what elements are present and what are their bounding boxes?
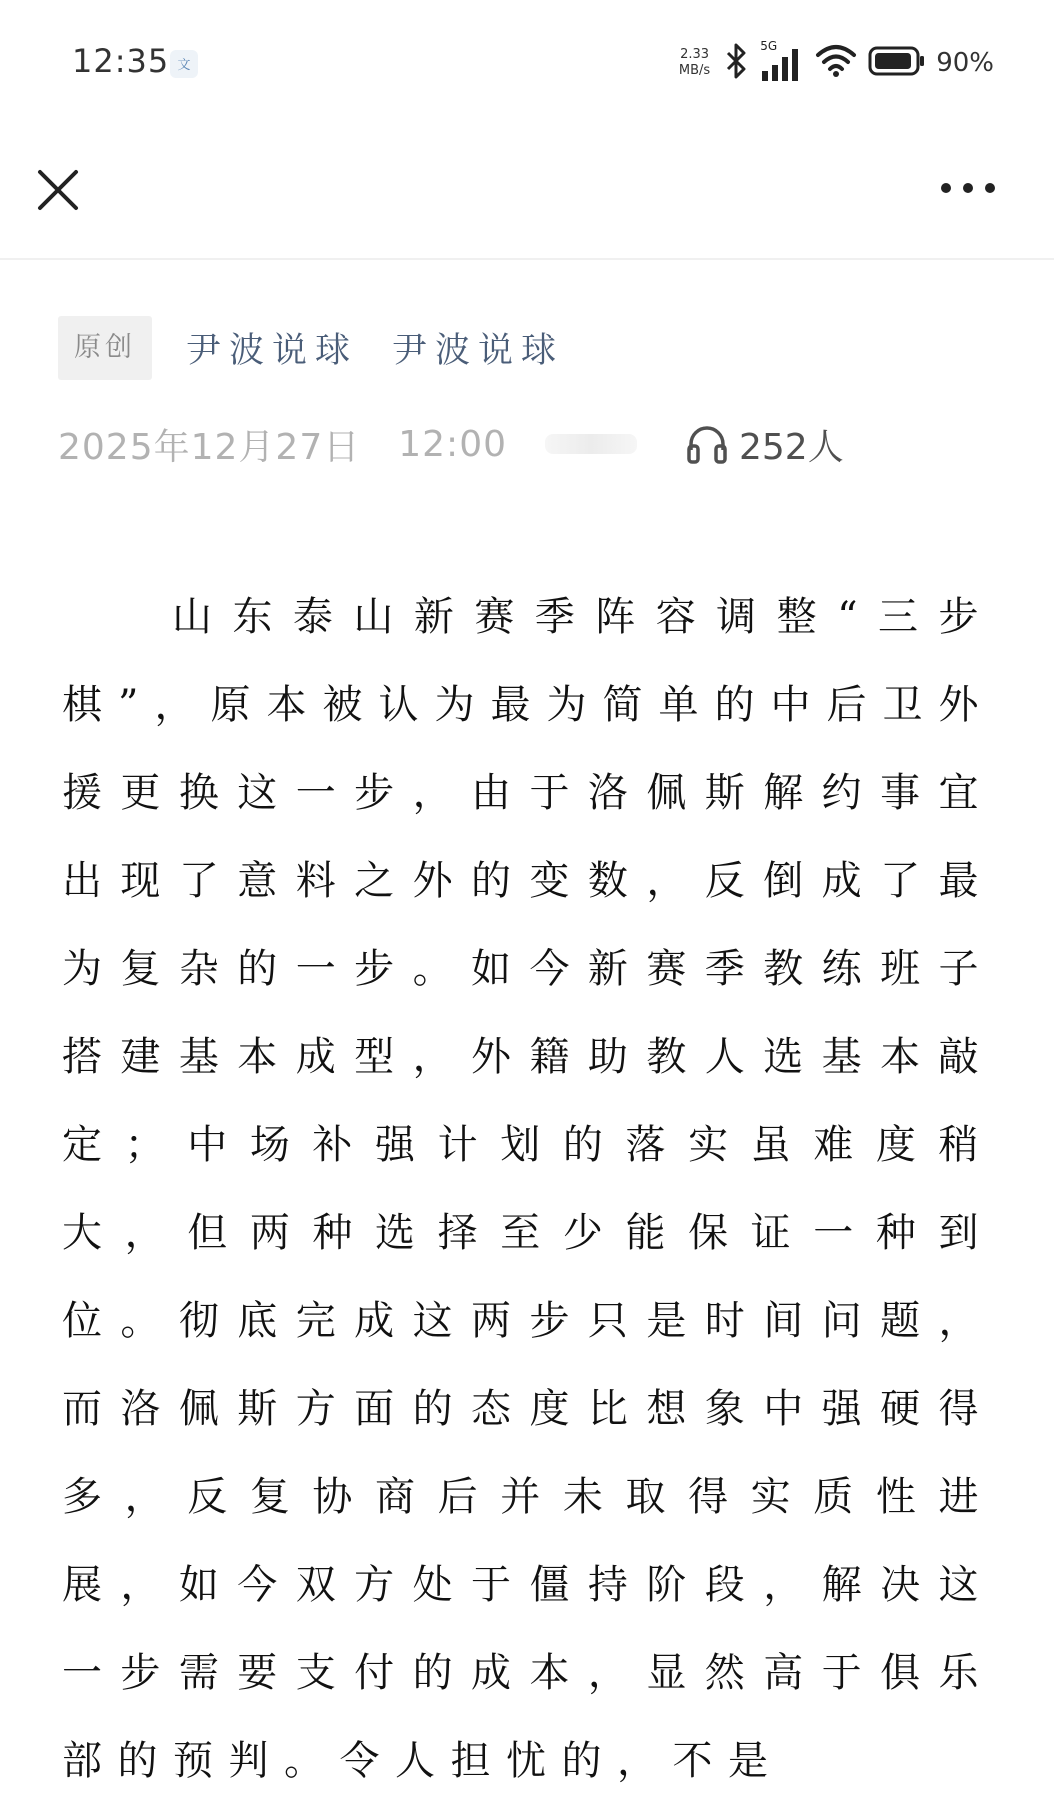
more-options-button[interactable] (936, 168, 1000, 208)
publish-time: 12:00 (398, 423, 507, 465)
article-body: 山东泰山新赛季阵容调整“三步棋”，原本被认为最为简单的中后卫外援更换这一步，由于洛佩斯解约事宜出现了意料之外的变数，反倒成了最为复杂的一步。如今新赛季教练班子搭建基本成型，外籍助教人选基本敲定；中场补强计划的落实虽难度稍大，但两种选择至少能保证一种到位。彻底完成这两步只是时间问题，而洛佩斯方面的态度比想象中强硬得多，反复协商后并未取得实质性进展，如今双方处于僵持阶段，解决这一步需要支付的成本，显然高于俱乐部的预判。令人担忧的，不是 (62, 594, 994, 1784)
publish-info (58, 414, 844, 474)
close-icon (30, 162, 86, 218)
headphones-icon (685, 422, 729, 466)
battery-icon (868, 44, 926, 82)
listen-count[interactable] (685, 419, 844, 470)
nav-bar (0, 120, 1054, 260)
blurred-location (545, 434, 637, 454)
wifi-icon (814, 43, 858, 83)
close-button[interactable] (30, 162, 86, 218)
status-icons (679, 38, 994, 88)
original-tag: 原创 (58, 316, 152, 380)
more-icon (936, 168, 1000, 208)
author-name[interactable]: 尹波说球 (186, 331, 359, 371)
bluetooth-icon (724, 43, 748, 83)
listeners-count: 252人 (739, 426, 844, 468)
status-bar (0, 0, 1054, 120)
status-time: 12:35 (72, 42, 170, 80)
network-speed-unit: MB/s (678, 63, 711, 78)
account-name[interactable]: 尹波说球 (392, 331, 565, 371)
network-type: 5G (760, 39, 778, 53)
svg-text:文: 文 (177, 58, 191, 73)
network-speed-value: 2.33 (680, 47, 710, 62)
signal-icon (758, 39, 804, 83)
article-meta (58, 316, 598, 380)
battery-percent: 90% (936, 48, 994, 78)
network-speed (679, 47, 710, 79)
app-notification-icon (170, 50, 198, 78)
publish-date: 2025年12月27日 (58, 426, 361, 468)
